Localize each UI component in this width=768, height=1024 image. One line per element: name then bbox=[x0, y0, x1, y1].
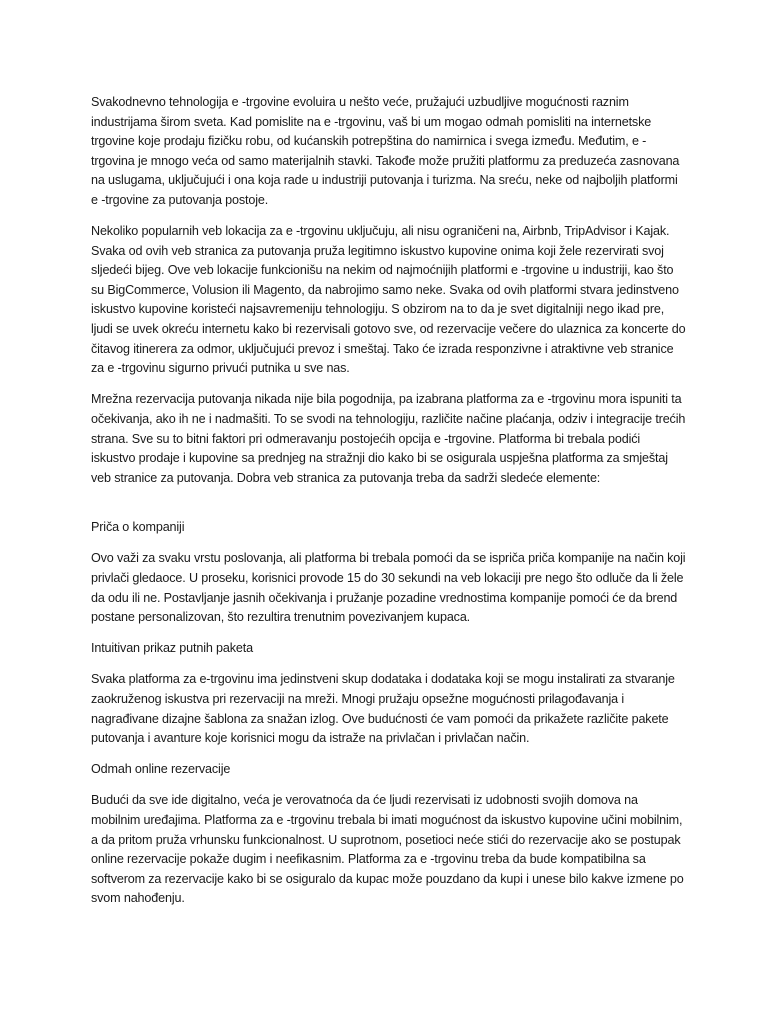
section-heading-company-story: Priča o kompaniji bbox=[91, 520, 185, 535]
popular-sites-paragraph: Nekoliko popularnih veb lokacija za e -trgovinu uključuju, ali nisu ograničeni na, Airbnb, TripAdvisor i Kajak. Svaka od ovih veb stranica za putovanja pruža legitimno iskustvo kupovine onima koji žele rezervirati svoj sljedeći bijeg. Ove veb lokacije funkcionišu na nekim od najmoćnijih platformi e -trgovine u industriji, kao što su BigCommerce, Volusion ili Magento, da nabrojimo samo neke. Svaka od ovih platformi stvara jedinstveno iskustvo kupovine koristeći najsavremeniju tehnologiju. S obzirom na to da je svet digitalniji nego ikad pre, ljudi se uvek okreću internetu kako bi rezervisali gotovo sve, od rezervacije večere do ulaznica za koncerte do čitavog itinerera za odmor, uključujući prevoz i smeštaj. Tako će izrada responzivne i atraktivne veb stranice za e -trgovinu sigurno privući putnika u sve nas. bbox=[91, 224, 686, 376]
intro-paragraph: Svakodnevno tehnologija e -trgovine evoluira u nešto veće, pružajući uzbudljive mogućnosti raznim industrijama širom sveta. Kad pomislite na e -trgovinu, vaš bi um mogao odmah pomisliti na internetske trgovine koje prodaju fizičku robu, od kućanskih potrepština do namirnica i svega između. Međutim, e -trgovina je mnogo veća od samo materijalnih stavki. Takođe može pružiti platformu za preduzeća zasnovana na uslugama, uključujući i ona koja rade u industriji putovanja i turizma. Na sreću, neke od najboljih platformi e -trgovine za putovanja postoje. bbox=[91, 95, 680, 207]
instant-booking-paragraph: Budući da sve ide digitalno, veća je verovatnoća da će ljudi rezervisati iz udobnosti svojih domova na mobilnim uređajima. Platforma za e -trgovinu trebala bi imati mogućnost da iskustvo kupovine učini mobilnim, a da pritom pruža vrhunsku funkcionalnost. U suprotnom, posetioci neće stići do rezervacije ako se postupak online rezervacije pokaže dugim i neefikasnim. Platforma za e -trgovinu treba da bude kompatibilna sa softverom za rezervacije kako bi se osiguralo da kupac može pouzdano da kupi i unese bilo kakve izmene po svom nahođenju. bbox=[91, 793, 684, 906]
document-page bbox=[91, 93, 687, 920]
company-story-paragraph: Ovo važi za svaku vrstu poslovanja, ali platforma bi trebala pomoći da se ispriča priča kompanije na način koji privlači gledaoce. U proseku, korisnici provode 15 do 30 sekundi na veb lokaciji pre nego što odluče da li žele da odu ili ne. Postavljanje jasnih očekivanja i pružanje pozadine vrednostima kompanije pomoći će da brend postane personalizovan, što rezultira trenutnim povezivanjem kupaca. bbox=[91, 551, 686, 625]
section-heading-travel-packages: Intuitivan prikaz putnih paketa bbox=[91, 641, 253, 656]
online-booking-paragraph: Mrežna rezervacija putovanja nikada nije bila pogodnija, pa izabrana platforma za e -trgovinu mora ispuniti ta očekivanja, ako ih ne i nadmašiti. To se svodi na tehnologiju, različite načine plaćanja, odziv i integracije trećih strana. Sve su to bitni faktori pri odmeravanju postojećih opcija e -trgovine. Platforma bi trebala podići iskustvo prodaje i kupovine sa prednjeg na stražnji dio kako bi se osigurala uspješna platforma za smještaj veb stranice za putovanja. Dobra veb stranica za putovanja treba da sadrži sledeće elemente: bbox=[91, 392, 686, 485]
section-heading-instant-booking: Odmah online rezervacije bbox=[91, 762, 231, 777]
travel-packages-paragraph: Svaka platforma za e-trgovinu ima jedinstveni skup dodataka i dodataka koji se mogu instalirati za stvaranje zaokruženog iskustva pri rezervaciji na mreži. Mnogi pružaju opsežne mogućnosti prilagođavanja i nagrađivane dizajne šablona za snažan izlog. Ove budućnosti će vam pomoći da prikažete različite pakete putovanja i avanture koje korisnici mogu da istraže na privlačan i privlačan način. bbox=[91, 672, 675, 746]
